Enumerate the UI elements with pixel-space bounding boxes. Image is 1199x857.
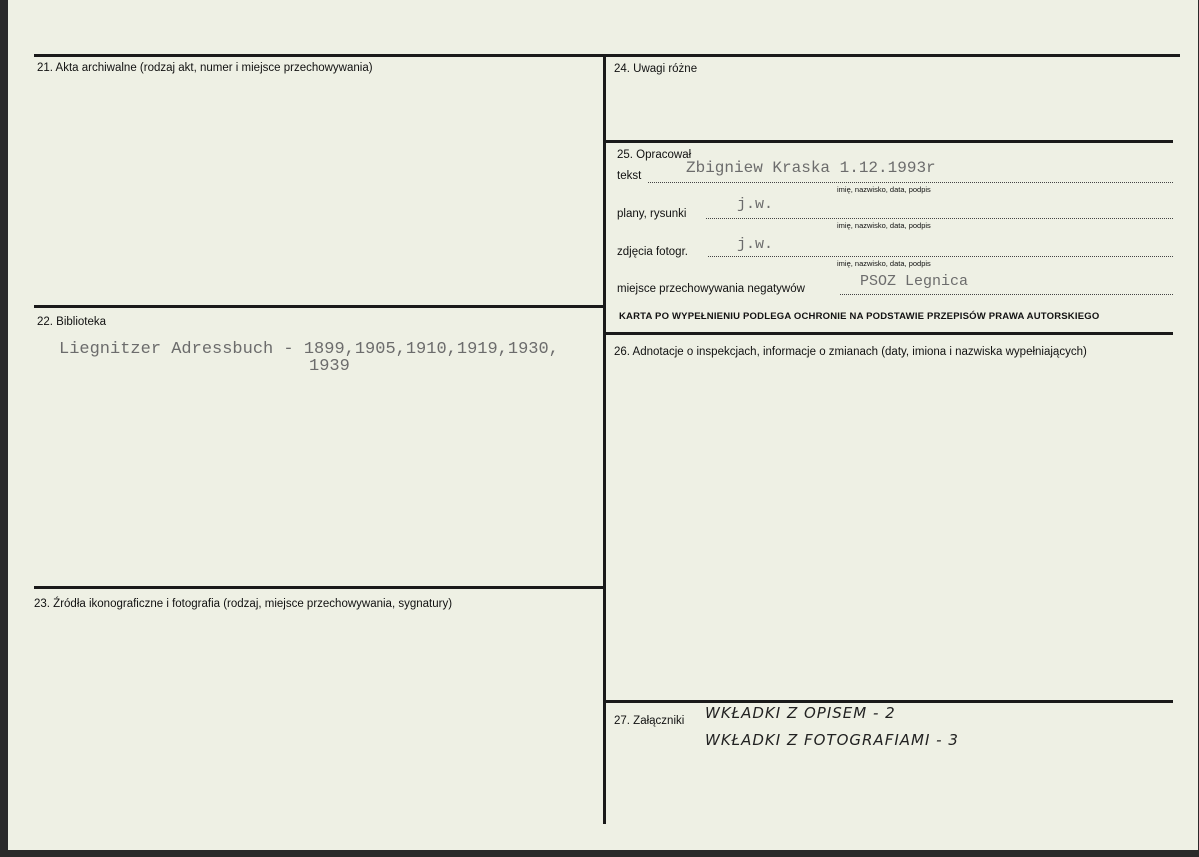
copyright-notice: KARTA PO WYPEŁNIENIU PODLEGA OCHRONIE NA PODSTAWIE PRZEPISÓW PRAWA AUTORSKIEGO <box>619 311 1100 322</box>
section-23-label: 23. Źródła ikonograficzne i fotografia (rodzaj, miejsce przechowywania, sygnatury) <box>34 598 453 610</box>
center-divider <box>603 54 606 824</box>
library-value-line1: Liegnitzer Adressbuch - 1899,1905,1910,1919,1930, <box>59 340 559 359</box>
divider-21-22 <box>34 305 603 308</box>
plans-field-label: plany, rysunki <box>617 208 687 220</box>
negatives-field-value: PSOZ Legnica <box>860 273 969 290</box>
photos-field-value: j.w. <box>737 236 774 253</box>
record-card <box>8 0 1198 850</box>
section-25-label: 25. Opracował <box>617 149 692 161</box>
section-24-label: 24. Uwagi różne <box>614 63 698 75</box>
section-27-label: 27. Załączniki <box>614 715 685 727</box>
negatives-field-line <box>840 294 1173 295</box>
text-field-label: tekst <box>617 170 642 182</box>
plans-field-value: j.w. <box>737 196 774 213</box>
divider-24-25 <box>606 140 1173 143</box>
photos-field-line <box>708 256 1173 257</box>
top-rule <box>34 54 1180 57</box>
negatives-field-label: miejsce przechowywania negatywów <box>617 283 805 295</box>
text-field-hint: imię, nazwisko, data, podpis <box>837 185 931 194</box>
text-field-value: Zbigniew Kraska 1.12.1993r <box>686 159 936 177</box>
divider-22-23 <box>34 586 603 589</box>
text-field-line <box>648 182 1173 183</box>
divider-26-27 <box>606 700 1173 703</box>
plans-field-hint: imię, nazwisko, data, podpis <box>837 221 931 230</box>
section-26-label: 26. Adnotacje o inspekcjach, informacje o zmianach (daty, imiona i nazwiska wypełniających) <box>614 346 1087 358</box>
library-value-line2: 1939 <box>309 357 350 376</box>
attachments-line1: WKŁADKI Z OPISEM - 2 <box>705 704 896 722</box>
divider-25-26 <box>606 332 1173 335</box>
photos-field-hint: imię, nazwisko, data, podpis <box>837 259 931 268</box>
plans-field-line <box>706 218 1173 219</box>
section-21-label: 21. Akta archiwalne (rodzaj akt, numer i miejsce przechowywania) <box>37 62 373 74</box>
attachments-line2: WKŁADKI Z FOTOGRAFIAMI - 3 <box>705 731 959 749</box>
photos-field-label: zdjęcia fotogr. <box>617 246 688 258</box>
section-22-label: 22. Biblioteka <box>37 316 107 328</box>
